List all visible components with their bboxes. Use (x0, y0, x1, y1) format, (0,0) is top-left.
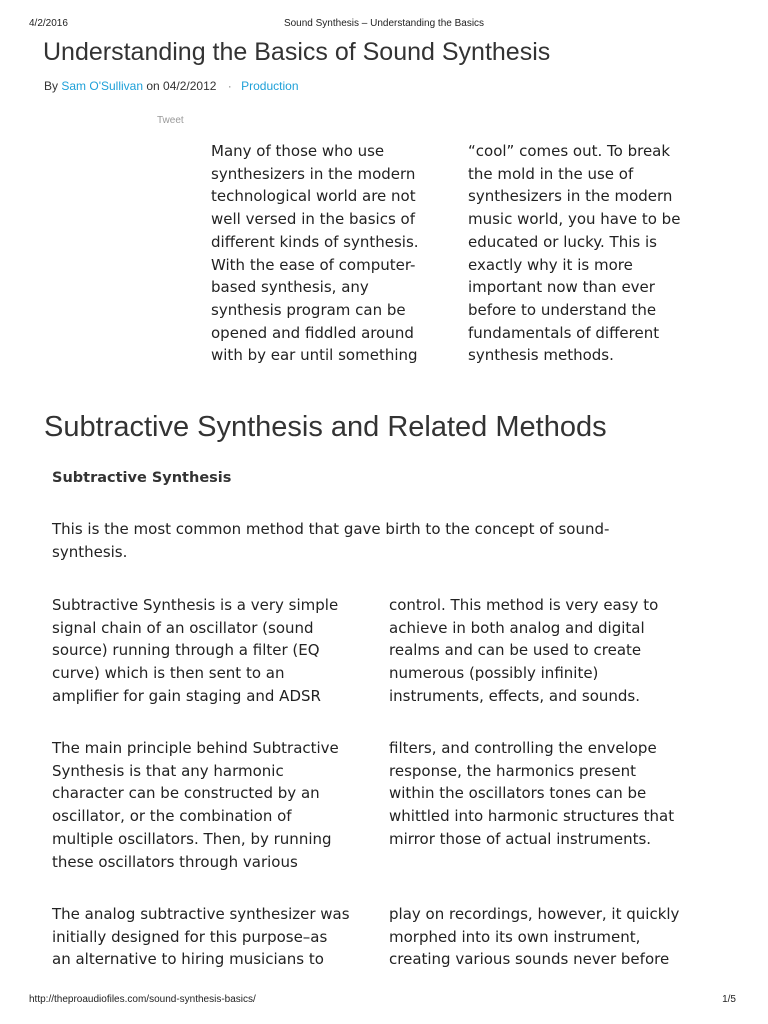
text-line: signal chain of an oscillator (sound (52, 618, 314, 637)
intro-column-left (211, 140, 419, 367)
author-link[interactable]: Sam O'Sullivan (61, 79, 144, 93)
text-line: educated or lucky. This is (468, 232, 657, 251)
block-2-column-right (389, 737, 674, 851)
text-line: response, the harmonics present (389, 761, 636, 780)
text-line: opened and fiddled around (211, 323, 414, 342)
text-line: based synthesis, any (211, 278, 369, 297)
text-line: technological world are not (211, 187, 416, 206)
text-line: multiple oscillators. Then, by running (52, 829, 332, 848)
print-page-number: 1/5 (722, 994, 736, 1005)
text-line: morphed into its own instrument, (389, 927, 641, 946)
byline-by: By (44, 79, 59, 93)
text-line: realms and can be used to create (389, 641, 642, 660)
category-link[interactable]: Production (241, 79, 299, 93)
text-line: curve) which is then sent to an (52, 664, 285, 683)
intro-column-right (468, 140, 680, 367)
text-line: mirror those of actual instruments. (389, 829, 652, 848)
text-line: with by ear until something (211, 346, 418, 365)
text-line: character can be constructed by an (52, 784, 320, 803)
section-heading: Subtractive Synthesis and Related Methods (44, 411, 607, 443)
lead-paragraph (52, 518, 609, 563)
text-line: within the oscillators tones can be (389, 784, 647, 803)
block-3-column-left (52, 903, 350, 971)
text-line: these oscillators through various (52, 852, 298, 871)
print-date: 4/2/2016 (29, 18, 68, 29)
text-line: control. This method is very easy to (389, 596, 659, 614)
text-line: before to understand the (468, 300, 657, 319)
text-line: creating various sounds never before (389, 950, 670, 969)
print-url: http://theproaudiofiles.com/sound-synthesis-basics/ (29, 994, 256, 1005)
text-line: Subtractive Synthesis is a very simple (52, 596, 339, 614)
byline (44, 79, 299, 93)
text-line: oscillator, or the combination of (52, 807, 292, 826)
text-line: well versed in the basics of (211, 210, 416, 229)
text-line: “cool” comes out. To break (468, 142, 671, 160)
text-line: Many of those who use (211, 142, 385, 160)
text-line: important now than ever (468, 278, 655, 297)
text-line: numerous (possibly infinite) (389, 664, 599, 683)
text-line: amplifier for gain staging and ADSR (52, 686, 321, 705)
text-line: the mold in the use of (468, 164, 634, 183)
tweet-button[interactable]: Tweet (157, 115, 184, 126)
text-line: exactly why it is more (468, 255, 633, 274)
subheading: Subtractive Synthesis (52, 470, 232, 486)
text-line: With the ease of computer- (211, 255, 416, 274)
print-page-title: Sound Synthesis – Understanding the Basics (283, 18, 485, 29)
text-line: initially designed for this purpose–as (52, 927, 328, 946)
text-line: whittled into harmonic structures that (389, 807, 675, 826)
article-title: Understanding the Basics of Sound Synthesis (43, 38, 551, 66)
block-2-column-left (52, 737, 339, 873)
text-line: achieve in both analog and digital (389, 618, 645, 637)
byline-date: on 04/2/2012 (146, 79, 217, 93)
text-line: play on recordings, however, it quickly (389, 905, 680, 923)
text-line: Synthesis is that any harmonic (52, 761, 284, 780)
text-line: The analog subtractive synthesizer was (52, 905, 350, 923)
text-line: different kinds of synthesis. (211, 232, 419, 251)
text-line: an alternative to hiring musicians to (52, 950, 324, 969)
text-line: fundamentals of different (468, 323, 660, 342)
block-1-column-right (389, 594, 658, 708)
block-3-column-right (389, 903, 679, 971)
text-line: instruments, effects, and sounds. (389, 686, 640, 705)
print-footer (0, 994, 768, 1008)
byline-separator: · (227, 79, 232, 93)
text-line: music world, you have to be (468, 210, 681, 229)
text-line: source) running through a filter (EQ (52, 641, 320, 660)
text-line: The main principle behind Subtractive (52, 739, 339, 757)
text-line: filters, and controlling the envelope (389, 739, 657, 757)
print-header (0, 18, 768, 32)
text-line: synthesizers in the modern (468, 187, 673, 206)
text-line: synthesis program can be (211, 300, 406, 319)
text-line: synthesizers in the modern (211, 164, 416, 183)
text-line: synthesis methods. (468, 346, 614, 365)
text-line: synthesis. (52, 542, 128, 561)
text-line: This is the most common method that gave birth to the concept of sound- (52, 520, 610, 538)
block-1-column-left (52, 594, 338, 708)
